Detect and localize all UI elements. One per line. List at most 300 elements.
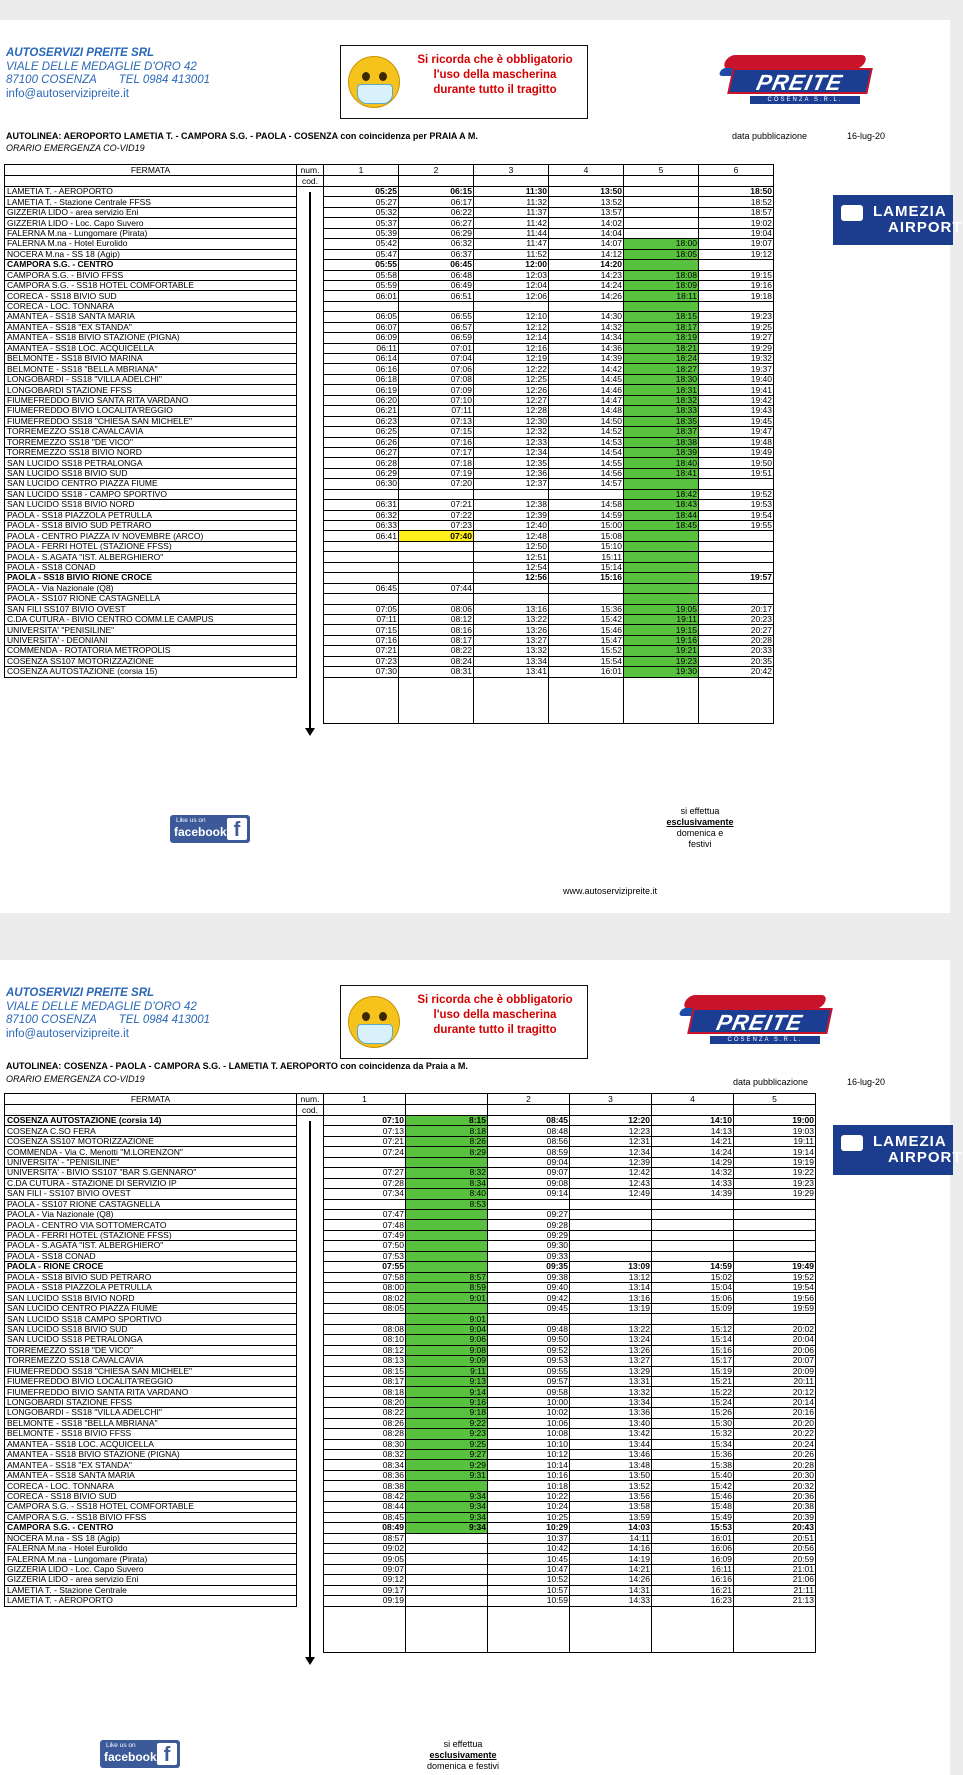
- time-cell: [699, 260, 774, 270]
- time-cell: 15:42: [549, 614, 624, 624]
- time-cell: 12:40: [474, 521, 549, 531]
- time-cell: 16:01: [549, 667, 624, 677]
- notice-text: [405, 53, 585, 98]
- time-cell: 08:22: [324, 1408, 406, 1418]
- time-cell: 12:56: [474, 573, 549, 583]
- time-cell: 08:17: [324, 1376, 406, 1386]
- time-cell: 06:07: [324, 322, 399, 332]
- time-cell: 13:19: [570, 1303, 652, 1313]
- time-cell: 15:40: [652, 1470, 734, 1480]
- company-email[interactable]: info@autoservizipreite.it: [6, 1027, 129, 1040]
- time-cell: 18:35: [624, 416, 699, 426]
- time-cell: 06:57: [399, 322, 474, 332]
- time-cell: 9:22: [406, 1418, 488, 1428]
- table-row: [5, 249, 774, 259]
- header-spacer: [406, 1105, 488, 1116]
- note-line-3: domenica e festivi: [426, 1761, 500, 1771]
- table-row: [5, 510, 774, 520]
- time-cell: 07:58: [324, 1272, 406, 1282]
- stop-name: LONGOBARDI - SS18 "VILLA ADELCHI": [5, 374, 297, 384]
- time-cell: 06:27: [324, 447, 399, 457]
- time-cell: 9:18: [406, 1408, 488, 1418]
- time-cell: 06:37: [399, 249, 474, 259]
- time-cell: 15:38: [652, 1460, 734, 1470]
- table-row: [5, 1157, 816, 1167]
- time-cell: 15:10: [549, 541, 624, 551]
- time-cell: 8:53: [406, 1199, 488, 1209]
- time-cell: 15:36: [652, 1450, 734, 1460]
- time-cell: 18:32: [624, 395, 699, 405]
- time-cell: 14:31: [570, 1585, 652, 1595]
- time-cell: 08:24: [399, 656, 474, 666]
- time-cell: [570, 1314, 652, 1324]
- time-cell: 13:36: [570, 1408, 652, 1418]
- time-cell: 07:18: [399, 458, 474, 468]
- table-row: [5, 583, 774, 593]
- header-spacer: [5, 176, 297, 187]
- time-cell: [624, 552, 699, 562]
- time-cell: 8:15: [406, 1116, 488, 1126]
- time-cell: 12:26: [474, 385, 549, 395]
- stop-name: LONGOBARDI STAZIONE FFSS: [5, 385, 297, 395]
- time-cell: 08:49: [324, 1523, 406, 1533]
- time-cell: 9:29: [406, 1460, 488, 1470]
- time-cell: 18:37: [624, 427, 699, 437]
- stop-name: PAOLA - Via Nazionale (Q8): [5, 583, 297, 593]
- time-cell: 14:03: [570, 1523, 652, 1533]
- time-cell: 13:50: [570, 1470, 652, 1480]
- time-cell: 12:51: [474, 552, 549, 562]
- stop-name: C.DA CUTURA - BIVIO CENTRO COMM.LE CAMPUS: [5, 614, 297, 624]
- note-line-2: esclusivamente: [429, 1750, 497, 1760]
- time-cell: 9:16: [406, 1397, 488, 1407]
- page-header: [0, 20, 950, 120]
- time-cell: 21:06: [734, 1575, 816, 1585]
- fermata-header: FERMATA: [5, 1094, 297, 1105]
- table-row: [5, 1523, 816, 1533]
- time-cell: [406, 1575, 488, 1585]
- time-cell: 07:11: [324, 614, 399, 624]
- time-cell: 19:27: [699, 333, 774, 343]
- time-cell: 14:58: [549, 500, 624, 510]
- time-cell: 20:14: [734, 1397, 816, 1407]
- time-cell: [406, 1230, 488, 1240]
- time-cell: 06:45: [324, 583, 399, 593]
- time-cell: 08:13: [324, 1356, 406, 1366]
- stop-name: NOCERA M.na - SS 18 (Agip): [5, 1533, 297, 1543]
- time-cell: [699, 552, 774, 562]
- stop-name: PAOLA - SS18 BIVIO RIONE CROCE: [5, 573, 297, 583]
- stop-name: CORECA - LOC. TONNARA: [5, 1481, 297, 1491]
- time-cell: [406, 1209, 488, 1219]
- time-cell: [324, 1157, 406, 1167]
- table-row: [5, 312, 774, 322]
- time-cell: 06:01: [324, 291, 399, 301]
- time-cell: 15:49: [652, 1512, 734, 1522]
- stop-name: FIUMEFREDDO BIVIO LOCALITA'REGGIO: [5, 406, 297, 416]
- time-cell: 16:11: [652, 1564, 734, 1574]
- time-cell: 18:00: [624, 239, 699, 249]
- time-cell: 14:04: [549, 228, 624, 238]
- route-title: AUTOLINEA: COSENZA - PAOLA - CAMPORA S.G. - LAMETIA T. AEROPORTO con coincidenza da Praia a M.: [6, 1061, 468, 1071]
- time-cell: 07:10: [324, 1116, 406, 1126]
- time-cell: 09:17: [324, 1585, 406, 1595]
- table-row: [5, 1251, 816, 1261]
- stop-name: AMANTEA - SS18 SANTA MARIA: [5, 312, 297, 322]
- time-cell: 13:16: [474, 604, 549, 614]
- time-cell: 15:54: [549, 656, 624, 666]
- time-cell: 21:11: [734, 1585, 816, 1595]
- stop-name: PAOLA - S.AGATA "IST. ALBERGHIERO": [5, 552, 297, 562]
- time-cell: [570, 1230, 652, 1240]
- time-cell: 06:22: [399, 207, 474, 217]
- time-cell: 08:12: [399, 614, 474, 624]
- time-cell: 06:20: [324, 395, 399, 405]
- time-cell: 14:56: [549, 468, 624, 478]
- time-cell: 12:27: [474, 395, 549, 405]
- time-cell: 06:32: [399, 239, 474, 249]
- time-cell: 09:40: [488, 1283, 570, 1293]
- time-cell: 9:27: [406, 1450, 488, 1460]
- table-row: [5, 1189, 816, 1199]
- time-cell: 12:43: [570, 1178, 652, 1188]
- stop-name: PAOLA - SS18 BIVIO SUD PETRARO: [5, 1272, 297, 1282]
- time-cell: 20:27: [699, 625, 774, 635]
- time-cell: 13:26: [570, 1345, 652, 1355]
- stop-name: FIUMEFREDDO BIVIO LOCALITA'REGGIO: [5, 1376, 297, 1386]
- time-cell: 16:06: [652, 1543, 734, 1553]
- time-cell: 20:39: [734, 1512, 816, 1522]
- time-cell: 14:34: [549, 333, 624, 343]
- time-cell: 19:04: [699, 228, 774, 238]
- stop-name: SAN FILI - SS107 BIVIO OVEST: [5, 1189, 297, 1199]
- table-row: [5, 1439, 816, 1449]
- time-cell: 07:55: [324, 1262, 406, 1272]
- time-cell: 09:27: [488, 1209, 570, 1219]
- time-cell: 18:45: [624, 521, 699, 531]
- time-cell: 08:31: [399, 667, 474, 677]
- time-cell: 09:28: [488, 1220, 570, 1230]
- table-row: [5, 1230, 816, 1240]
- cod-header: cod.: [297, 1105, 324, 1116]
- table-row: [5, 1220, 816, 1230]
- time-cell: 08:38: [324, 1481, 406, 1491]
- time-cell: 07:34: [324, 1189, 406, 1199]
- company-city: 87100 COSENZA: [6, 74, 97, 86]
- stop-name: SAN LUCIDO CENTRO PIAZZA FIUME: [5, 1303, 297, 1313]
- table-row: [5, 260, 774, 270]
- time-cell: 8:40: [406, 1189, 488, 1199]
- table-row: [5, 1429, 816, 1439]
- time-cell: 18:33: [624, 406, 699, 416]
- time-cell: [570, 1220, 652, 1230]
- time-cell: 13:56: [570, 1491, 652, 1501]
- table-row: [5, 1418, 816, 1428]
- time-cell: 10:29: [488, 1523, 570, 1533]
- table-row: [5, 1408, 816, 1418]
- table-row: [5, 197, 774, 207]
- time-cell: [406, 1481, 488, 1491]
- time-cell: 15:22: [652, 1387, 734, 1397]
- time-cell: 12:42: [570, 1168, 652, 1178]
- time-cell: 06:27: [399, 218, 474, 228]
- table-row: [5, 291, 774, 301]
- time-cell: 12:00: [474, 260, 549, 270]
- time-cell: 07:49: [324, 1230, 406, 1240]
- timetable-table: [4, 1093, 816, 1653]
- facebook-button[interactable]: [170, 815, 250, 843]
- notice-text: [405, 993, 585, 1038]
- time-cell: 06:49: [399, 280, 474, 290]
- time-cell: 20:32: [734, 1481, 816, 1491]
- time-cell: 07:44: [399, 583, 474, 593]
- time-cell: [399, 562, 474, 572]
- time-cell: 19:53: [699, 500, 774, 510]
- table-row: [5, 1512, 816, 1522]
- time-cell: 07:48: [324, 1220, 406, 1230]
- time-cell: 07:16: [324, 635, 399, 645]
- stop-name: COSENZA AUTOSTAZIONE (corsia 15): [5, 667, 297, 677]
- time-cell: 19:55: [699, 521, 774, 531]
- stop-name: SAN LUCIDO SS18 BIVIO NORD: [5, 1293, 297, 1303]
- time-cell: 18:50: [699, 187, 774, 197]
- table-row: [5, 218, 774, 228]
- time-cell: [324, 301, 399, 311]
- company-address: VIALE DELLE MEDAGLIE D'ORO 42: [6, 1000, 197, 1013]
- time-cell: [652, 1209, 734, 1219]
- time-cell: [406, 1303, 488, 1313]
- time-cell: 19:25: [699, 322, 774, 332]
- stop-name: FIUMEFREDDO BIVIO SANTA RITA VARDANO: [5, 395, 297, 405]
- time-cell: 15:11: [549, 552, 624, 562]
- table-row: [5, 228, 774, 238]
- facebook-button[interactable]: [100, 1740, 180, 1768]
- table-row: [5, 280, 774, 290]
- note-line-1: si effettua: [680, 806, 720, 816]
- time-cell: 07:24: [324, 1147, 406, 1157]
- stop-name: AMANTEA - SS18 BIVIO STAZIONE (PIGNA): [5, 1450, 297, 1460]
- time-cell: 07:06: [399, 364, 474, 374]
- time-cell: 06:21: [324, 406, 399, 416]
- time-cell: 18:19: [624, 333, 699, 343]
- time-cell: [699, 594, 774, 604]
- time-cell: [624, 531, 699, 541]
- time-cell: [652, 1199, 734, 1209]
- time-cell: 16:09: [652, 1554, 734, 1564]
- time-cell: 15:12: [652, 1324, 734, 1334]
- time-cell: 9:34: [406, 1491, 488, 1501]
- time-cell: 06:28: [324, 458, 399, 468]
- airport-line-1: LAMEZIA: [873, 1133, 947, 1150]
- time-cell: 08:16: [399, 625, 474, 635]
- time-cell: 08:48: [488, 1126, 570, 1136]
- time-cell: 08:00: [324, 1283, 406, 1293]
- time-cell: [549, 489, 624, 499]
- time-cell: 9:34: [406, 1502, 488, 1512]
- num-header: num.: [297, 165, 324, 176]
- time-cell: 14:59: [652, 1262, 734, 1272]
- time-cell: 19:37: [699, 364, 774, 374]
- stop-name: CAMPORA S.G. - SS18 BIVIO FFSS: [5, 1512, 297, 1522]
- timetable-page-1: [0, 20, 963, 913]
- logo-text: PREITE: [687, 1008, 833, 1034]
- time-cell: 15:24: [652, 1397, 734, 1407]
- stop-name: PAOLA - SS18 PIAZZOLA PETRULLA: [5, 1283, 297, 1293]
- note-line-3: domenica e: [676, 828, 724, 838]
- stop-name: GIZZERIA LIDO - Loc. Capo Suvero: [5, 1564, 297, 1574]
- time-cell: 08:34: [324, 1460, 406, 1470]
- time-cell: [624, 218, 699, 228]
- time-cell: [399, 541, 474, 551]
- time-cell: 20:28: [699, 635, 774, 645]
- time-cell: 21:13: [734, 1596, 816, 1606]
- stop-name: AMANTEA - SS18 "EX STANDA": [5, 322, 297, 332]
- time-cell: 14:26: [570, 1575, 652, 1585]
- run-header: 2: [399, 165, 474, 176]
- footer-cell: [570, 1606, 652, 1652]
- note-line-2: esclusivamente: [666, 817, 734, 827]
- facebook-like-label: Like us on: [176, 817, 206, 824]
- company-tel: TEL 0984 413001: [118, 1014, 210, 1026]
- time-cell: [406, 1543, 488, 1553]
- time-cell: [624, 562, 699, 572]
- header-spacer: [324, 176, 399, 187]
- time-cell: 19:45: [699, 416, 774, 426]
- time-cell: 12:37: [474, 479, 549, 489]
- time-cell: [549, 301, 624, 311]
- stop-name: CORECA - SS18 BIVIO SUD: [5, 291, 297, 301]
- table-row: [5, 1366, 816, 1376]
- time-cell: 06:17: [399, 197, 474, 207]
- table-row: [5, 479, 774, 489]
- table-row: [5, 1387, 816, 1397]
- company-email[interactable]: info@autoservizipreite.it: [6, 87, 129, 100]
- time-cell: 09:53: [488, 1356, 570, 1366]
- time-cell: 15:34: [652, 1439, 734, 1449]
- footer-cell: [699, 677, 774, 723]
- time-cell: [324, 594, 399, 604]
- stop-name: PAOLA - FERRI HOTEL (STAZIONE FFSS): [5, 541, 297, 551]
- table-row: [5, 270, 774, 280]
- time-cell: 18:43: [624, 500, 699, 510]
- time-cell: 15:14: [549, 562, 624, 572]
- time-cell: [699, 562, 774, 572]
- time-cell: 09:42: [488, 1293, 570, 1303]
- time-cell: 09:33: [488, 1251, 570, 1261]
- time-cell: [549, 583, 624, 593]
- time-cell: [488, 1199, 570, 1209]
- time-cell: 05:58: [324, 270, 399, 280]
- route-title: AUTOLINEA: AEROPORTO LAMETIA T. - CAMPORA S.G. - PAOLA - COSENZA con coincidenza per PRAIA A M.: [6, 131, 478, 141]
- time-cell: 19:54: [699, 510, 774, 520]
- time-cell: 20:17: [699, 604, 774, 614]
- facebook-icon: f: [157, 1743, 177, 1765]
- run-header: 1: [324, 165, 399, 176]
- time-cell: [406, 1251, 488, 1261]
- time-cell: 15:32: [652, 1429, 734, 1439]
- time-cell: 14:33: [570, 1596, 652, 1606]
- facebook-like-label: Like us on: [106, 1742, 136, 1749]
- notice-line-1: Si ricorda che è obbligatorio: [417, 994, 573, 1006]
- time-cell: 09:19: [324, 1596, 406, 1606]
- time-cell: 19:21: [624, 646, 699, 656]
- time-cell: 20:30: [734, 1470, 816, 1480]
- time-cell: 19:54: [734, 1283, 816, 1293]
- facebook-label: facebook: [174, 825, 227, 839]
- stop-name: PAOLA - CENTRO VIA SOTTOMERCATO: [5, 1220, 297, 1230]
- time-cell: 10:45: [488, 1554, 570, 1564]
- time-cell: 09:52: [488, 1345, 570, 1355]
- stop-name: CORECA - SS18 BIVIO SUD: [5, 1491, 297, 1501]
- time-cell: 12:06: [474, 291, 549, 301]
- time-cell: [406, 1533, 488, 1543]
- notice-line-3: durante tutto il tragitto: [433, 84, 557, 96]
- table-row: [5, 1533, 816, 1543]
- time-cell: 05:39: [324, 228, 399, 238]
- stop-name: PAOLA - SS18 PIAZZOLA PETRULLA: [5, 510, 297, 520]
- time-cell: 11:42: [474, 218, 549, 228]
- time-cell: 08:18: [324, 1387, 406, 1397]
- time-cell: 13:46: [570, 1450, 652, 1460]
- time-cell: 12:03: [474, 270, 549, 280]
- preite-logo: [680, 990, 840, 1050]
- time-cell: 05:55: [324, 260, 399, 270]
- time-cell: [399, 552, 474, 562]
- time-cell: 12:14: [474, 333, 549, 343]
- time-cell: 14:39: [652, 1189, 734, 1199]
- time-cell: 13:59: [570, 1512, 652, 1522]
- table-row: [5, 395, 774, 405]
- time-cell: 19:29: [734, 1189, 816, 1199]
- time-cell: 10:37: [488, 1533, 570, 1543]
- time-cell: [324, 489, 399, 499]
- time-cell: 07:15: [399, 427, 474, 437]
- time-cell: 10:12: [488, 1450, 570, 1460]
- time-cell: 08:32: [324, 1450, 406, 1460]
- company-city-tel: [6, 1014, 210, 1028]
- stop-name: AMANTEA - SS18 "EX STANDA": [5, 1460, 297, 1470]
- table-row: [5, 1303, 816, 1313]
- table-row: [5, 500, 774, 510]
- time-cell: 06:41: [324, 531, 399, 541]
- time-cell: 8:32: [406, 1168, 488, 1178]
- table-row: [5, 646, 774, 656]
- time-cell: 06:25: [324, 427, 399, 437]
- time-cell: 18:21: [624, 343, 699, 353]
- time-cell: 14:32: [652, 1168, 734, 1178]
- time-cell: 9:01: [406, 1314, 488, 1324]
- time-cell: 19:00: [734, 1116, 816, 1126]
- time-cell: 10:02: [488, 1408, 570, 1418]
- website-link[interactable]: www.autoservizipreite.it: [563, 886, 658, 896]
- time-cell: 20:22: [734, 1429, 816, 1439]
- time-cell: 8:34: [406, 1178, 488, 1188]
- time-cell: 09:30: [488, 1241, 570, 1251]
- time-cell: 20:20: [734, 1418, 816, 1428]
- time-cell: 07:20: [399, 479, 474, 489]
- time-cell: 08:20: [324, 1397, 406, 1407]
- time-cell: 9:25: [406, 1439, 488, 1449]
- time-cell: 05:37: [324, 218, 399, 228]
- time-cell: 12:49: [570, 1189, 652, 1199]
- time-cell: 9:23: [406, 1429, 488, 1439]
- stop-name: NOCERA M.na - SS 18 (Agip): [5, 249, 297, 259]
- table-row: [5, 437, 774, 447]
- time-cell: 08:17: [399, 635, 474, 645]
- stop-name: SAN LUCIDO SS18 PETRALONGA: [5, 1335, 297, 1345]
- logo-sub: COSENZA S.R.L.: [750, 96, 860, 104]
- stop-name: AMANTEA - SS18 LOC. ACQUICELLA: [5, 1439, 297, 1449]
